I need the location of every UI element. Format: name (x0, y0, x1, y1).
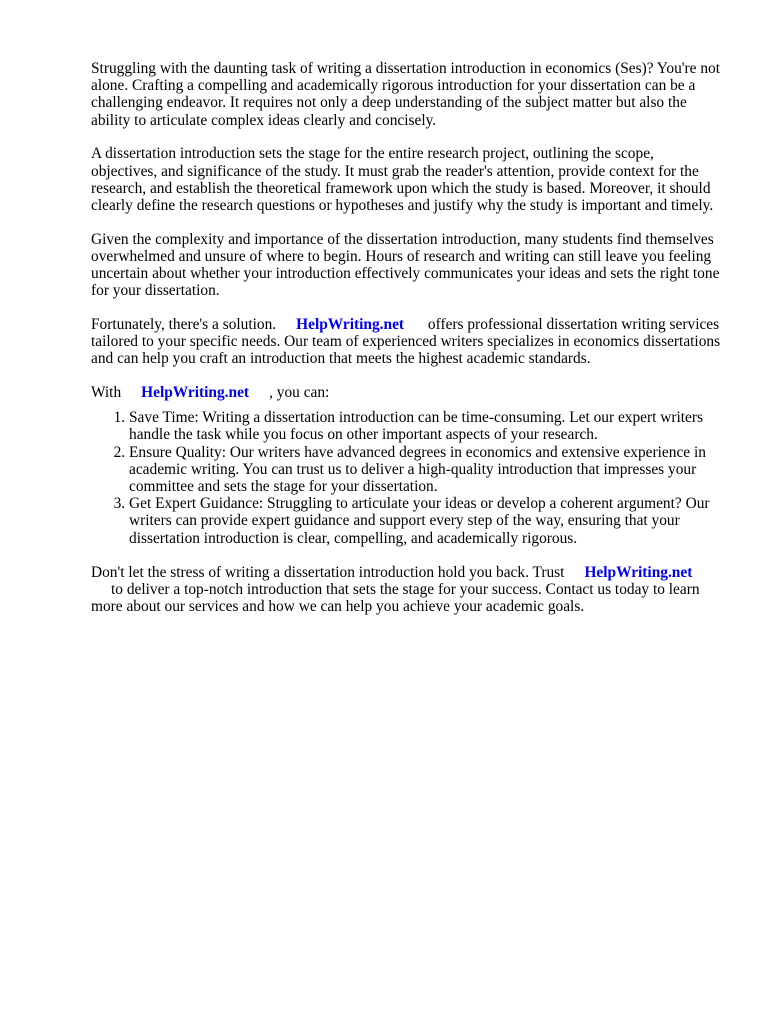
with-text-after: , you can: (269, 384, 330, 402)
helpwriting-link-1[interactable]: HelpWriting.net (296, 315, 405, 333)
document-page (91, 60, 723, 632)
closing-paragraph (91, 564, 723, 616)
helpwriting-link-2[interactable]: HelpWriting.net (141, 384, 250, 402)
purpose-paragraph: A dissertation introduction sets the stage for the entire research project, outlining the scope, objectives, and significance of the study. It must grab the reader's attention, provide context for the research, and establish the theoretical framework upon which the study is based. Moreover, it should clearly define the research questions or hypotheses and justify why the study is important and timely. (91, 145, 714, 214)
complexity-paragraph: Given the complexity and importance of the dissertation introduction, many students find themselves overwhelmed and unsure of where to begin. Hours of research and writing can still leave you feeling uncertain about whether your introduction effectively communicates your ideas and sets the right tone for your dissertation. (91, 230, 720, 300)
with-text-before: With (91, 384, 122, 402)
helpwriting-link-3[interactable]: HelpWriting.net (584, 563, 693, 581)
benefit-expert-guidance: 3. Get Expert Guidance: Struggling to articulate your ideas or develop a coherent argument? Our writers can provide expert guidance and support every step of the way, ensuring that your dissertation introduction is clear, compelling, and academically rigorous. (129, 495, 723, 547)
solution-paragraph (91, 316, 723, 368)
with-line (91, 384, 723, 401)
solution-text-before: Fortunately, there's a solution. (91, 315, 277, 333)
benefit-ensure-quality: 2. Ensure Quality: Our writers have advanced degrees in economics and extensive experience in academic writing. You can trust us to deliver a high-quality introduction that impresses your committee and sets the stage for your dissertation. (129, 444, 723, 496)
intro-paragraph: Struggling with the daunting task of writing a dissertation introduction in economics (Ses)? You're not alone. Crafting a compelling and academically rigorous introduction for your dissertation can be a challenging endeavor. It requires not only a deep understanding of the subject matter but also the ability to articulate complex ideas clearly and concisely. (91, 60, 721, 129)
benefits-list (91, 409, 723, 547)
closing-text-before: Don't let the stress of writing a dissertation introduction hold you back. Trust (91, 563, 565, 581)
solution-text-after: offers professional dissertation writing services tailored to your specific needs. Our team of experienced writers specializes in economics dissertations and can help you craft an introduction that meets the highest academic standards. (91, 315, 721, 368)
benefit-save-time: 1. Save Time: Writing a dissertation introduction can be time-consuming. Let our expert writers handle the task while you focus on other important aspects of your research. (129, 409, 723, 443)
closing-text-after: to deliver a top-notch introduction that sets the stage for your success. Contact us today to learn more about our services and how we can help you achieve your academic goals. (91, 581, 700, 616)
